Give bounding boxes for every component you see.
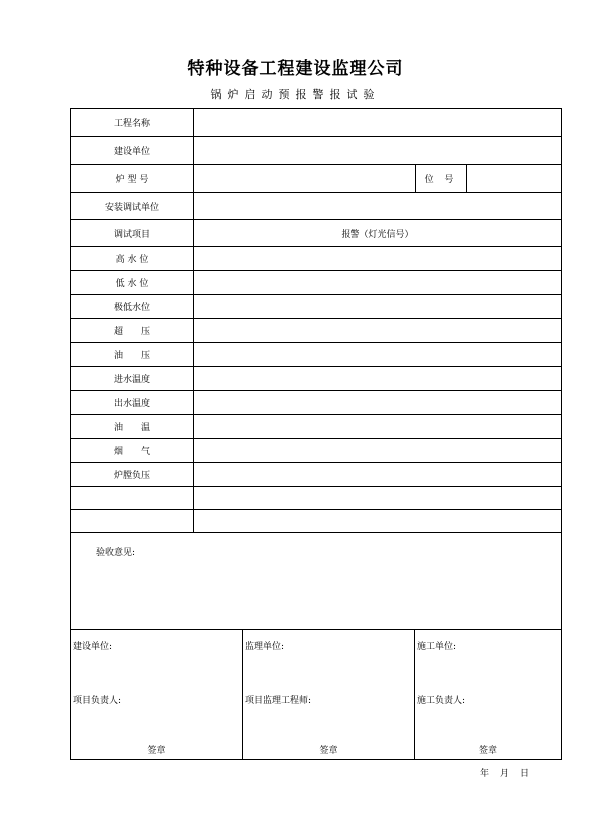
row-value-field[interactable] <box>194 193 561 219</box>
position-number-field[interactable] <box>467 165 561 192</box>
row-value-field[interactable] <box>194 415 561 438</box>
form-row-boiler-model <box>71 165 561 193</box>
date-label: 年 月 日 <box>480 769 531 779</box>
form-row-installer <box>71 193 561 220</box>
form-row-oil-pressure <box>71 343 561 367</box>
row-label: 烟 气 <box>71 439 194 462</box>
signature-unit-label: 建设单位: <box>73 642 113 652</box>
row-label: 超 压 <box>71 319 194 342</box>
form-row-project-name <box>71 109 561 137</box>
row-label[interactable] <box>71 510 194 532</box>
row-label: 极低水位 <box>71 295 194 318</box>
signature-block-contractor[interactable] <box>415 630 561 759</box>
row-label: 出水温度 <box>71 391 194 414</box>
row-value-field[interactable] <box>194 510 561 532</box>
form-row-blank <box>71 510 561 533</box>
form-row-oil-temp <box>71 415 561 439</box>
signature-person-label: 项目监理工程师: <box>245 696 312 706</box>
signature-seal-label: 签章 <box>478 746 497 756</box>
signature-unit-label: 施工单位: <box>417 642 457 652</box>
inspection-form <box>70 108 562 760</box>
form-row-blank <box>71 487 561 510</box>
row-label: 炉膛负压 <box>71 463 194 486</box>
row-value-field[interactable] <box>194 109 561 136</box>
row-label: 建设单位 <box>71 137 194 164</box>
position-number-label: 位 号 <box>415 165 467 192</box>
row-value-field[interactable] <box>194 271 561 294</box>
row-value-field[interactable] <box>194 137 561 164</box>
row-value-field[interactable] <box>194 247 561 270</box>
boiler-model-field[interactable] <box>194 165 415 192</box>
form-subtitle: 锅炉启动预报警报试验 <box>210 88 381 101</box>
form-row-inlet-water-temp <box>71 367 561 391</box>
row-label: 油 压 <box>71 343 194 366</box>
row-value-field[interactable] <box>194 319 561 342</box>
form-row-extra-low-water <box>71 295 561 319</box>
form-row-test-item <box>71 220 561 247</box>
form-row-low-water <box>71 271 561 295</box>
form-row-overpressure <box>71 319 561 343</box>
row-value-field[interactable] <box>194 487 561 509</box>
form-row-flue-gas <box>71 439 561 463</box>
row-value-field[interactable] <box>194 295 561 318</box>
row-value-field[interactable] <box>194 343 561 366</box>
form-row-outlet-water-temp <box>71 391 561 415</box>
signature-seal-label: 签章 <box>147 746 166 756</box>
opinion-section[interactable] <box>71 533 561 630</box>
row-label: 进水温度 <box>71 367 194 390</box>
row-label: 低 水 位 <box>71 271 194 294</box>
row-label: 工程名称 <box>71 109 194 136</box>
opinion-label: 验收意见: <box>96 548 136 558</box>
row-value-field[interactable]: 报警（灯光信号） <box>341 229 414 240</box>
signature-person-label: 施工负责人: <box>417 696 466 706</box>
form-row-construction-unit <box>71 137 561 165</box>
row-value-field[interactable] <box>194 463 561 486</box>
row-label[interactable] <box>71 487 194 509</box>
row-label: 油 温 <box>71 415 194 438</box>
row-value-field[interactable] <box>194 367 561 390</box>
signature-block-construction[interactable] <box>71 630 243 759</box>
row-label: 高 水 位 <box>71 247 194 270</box>
company-title: 特种设备工程建设监理公司 <box>187 59 404 79</box>
row-value-field[interactable] <box>194 439 561 462</box>
row-label: 炉 型 号 <box>71 165 194 192</box>
row-label: 安装调试单位 <box>71 193 194 219</box>
form-row-furnace-negative-pressure <box>71 463 561 487</box>
row-value-field[interactable] <box>194 391 561 414</box>
signature-unit-label: 监理单位: <box>245 642 285 652</box>
signature-seal-label: 签章 <box>319 746 338 756</box>
row-label: 调试项目 <box>71 220 194 246</box>
signature-person-label: 项目负责人: <box>73 696 122 706</box>
signature-block-supervision[interactable] <box>243 630 415 759</box>
form-row-high-water <box>71 247 561 271</box>
